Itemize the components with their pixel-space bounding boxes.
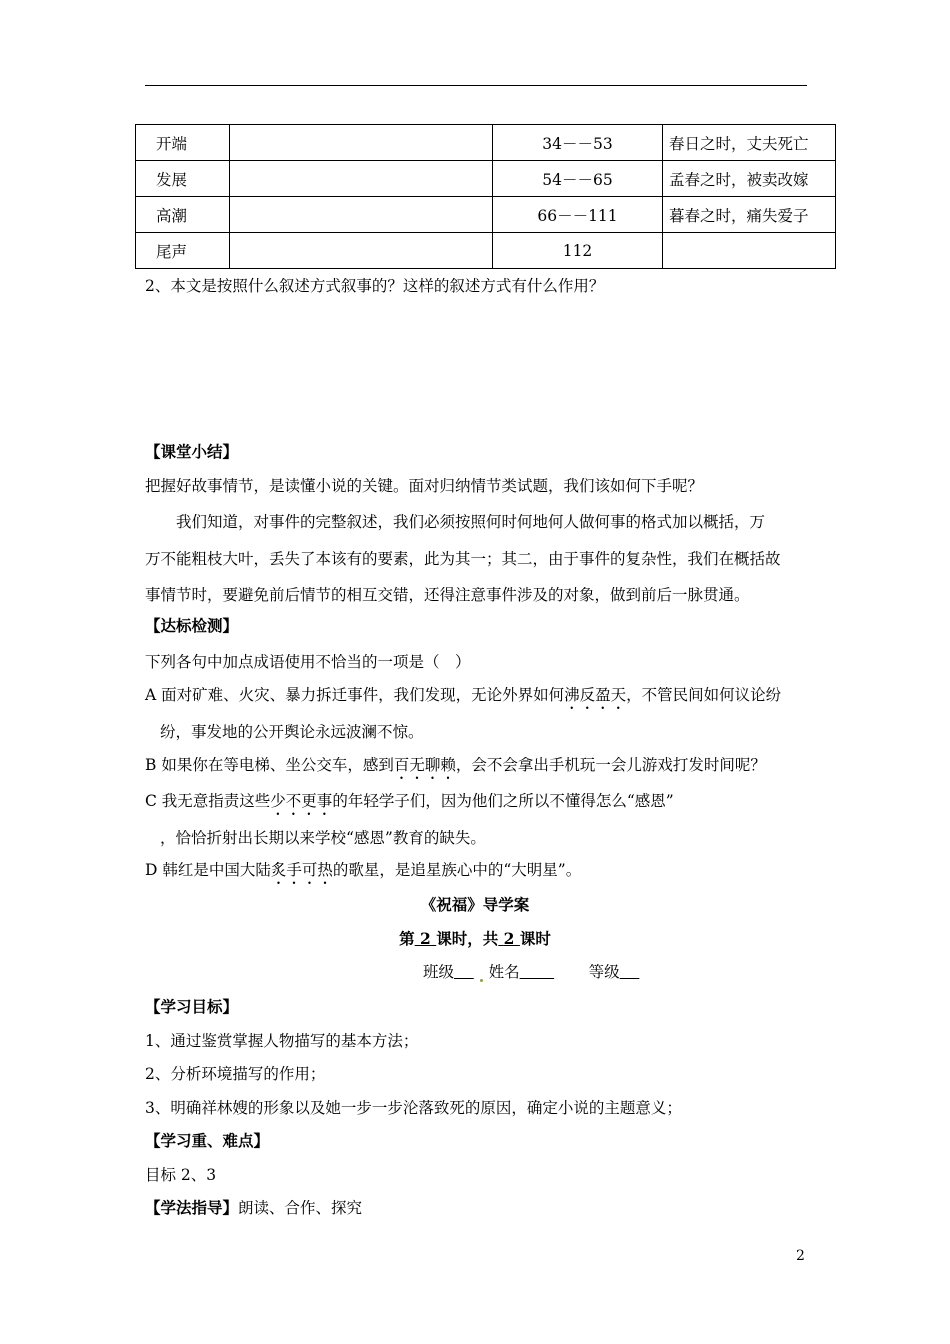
- goals-heading: 【学习目标】: [145, 997, 239, 1016]
- period-suffix: 课时: [519, 929, 551, 948]
- summary-cell: [230, 197, 493, 233]
- paragraphs-cell: 66－－111: [493, 197, 663, 233]
- period-prefix: 第: [399, 929, 415, 948]
- time-cell: 春日之时，丈夫死亡: [663, 125, 836, 161]
- option-b-text-after: ，会不会拿出手机玩一会儿游戏打发时间呢？: [455, 756, 766, 774]
- grade-label: 等级: [588, 963, 620, 981]
- period-number-value: 2: [420, 929, 431, 948]
- stage-cell: 开端: [136, 125, 230, 161]
- method-line: [145, 1196, 362, 1218]
- test-heading: 【达标检测】: [145, 616, 239, 635]
- summary-line-2: 我们知道，对事件的完整叙述，我们必须按照何时何地何人做何事的格式加以概括，万: [145, 513, 766, 531]
- option-a-idiom: 沸反盈天: [564, 686, 627, 704]
- option-a-text-after: ，不管民间如何议论纷: [626, 686, 782, 704]
- option-d-text-after: 的歌星，是追星族心中的“大明星”。: [332, 861, 582, 879]
- option-d-text-before: D 韩红是中国大陆: [145, 861, 271, 879]
- method-heading: 【学法指导】: [145, 1198, 239, 1217]
- table-row: [136, 125, 836, 161]
- goal-item-3: 3、明确祥林嫂的形象以及她一步一步沦落致死的原因，确定小说的主题意义；: [145, 1099, 682, 1117]
- option-b: [145, 753, 766, 783]
- period-number: [415, 929, 437, 948]
- period-total-value: 2: [503, 929, 515, 948]
- paragraphs-cell: 112: [493, 233, 663, 269]
- dot-mark: [480, 979, 483, 982]
- option-a-line-2: 纷，事发地的公开舆论永远波澜不惊。: [160, 723, 424, 741]
- lesson-period: [0, 927, 950, 949]
- option-a-line-1: [145, 683, 781, 713]
- option-c-text-after: 的年轻学子们，因为他们之所以不懂得怎么“感恩”: [332, 792, 674, 810]
- class-label: 班级: [423, 963, 455, 981]
- option-b-text-before: B 如果你在等电梯、坐公交车，感到: [145, 756, 394, 774]
- stage-cell: 发展: [136, 161, 230, 197]
- paragraphs-cell: 34－－53: [493, 125, 663, 161]
- option-d-idiom: 炙手可热: [270, 861, 333, 879]
- summary-cell: [230, 125, 493, 161]
- option-c-text-before: C 我无意指责这些: [145, 792, 271, 810]
- time-cell: 孟春之时，被卖改嫁: [663, 161, 836, 197]
- key-points-heading: 【学习重、难点】: [145, 1131, 270, 1150]
- goal-item-1: 1、通过鉴赏掌握人物描写的基本方法；: [145, 1032, 419, 1050]
- method-text: 朗读、合作、探究: [238, 1199, 363, 1217]
- stage-cell: 高潮: [136, 197, 230, 233]
- option-b-idiom: 百无聊赖: [393, 756, 456, 774]
- option-c-line-2: ，恰恰折射出长期以来学校“感恩”教育的缺失。: [160, 829, 486, 847]
- class-blank[interactable]: [454, 963, 474, 981]
- table-row: [136, 233, 836, 269]
- name-label: 姓名: [488, 963, 520, 981]
- table-row: [136, 161, 836, 197]
- stage-cell: 尾声: [136, 233, 230, 269]
- summary-line-4: 事情节时，要避免前后情节的相互交错，还得注意事件涉及的对象，做到前后一脉贯通。: [145, 586, 750, 604]
- time-cell: 暮春之时，痛失爱子: [663, 197, 836, 233]
- period-total: [498, 929, 520, 948]
- paragraphs-cell: 54－－65: [493, 161, 663, 197]
- page-number: 2: [796, 1248, 805, 1264]
- goal-item-2: 2、分析环境描写的作用；: [145, 1065, 326, 1083]
- summary-cell: [230, 233, 493, 269]
- time-cell: [663, 233, 836, 269]
- lesson-title: 《祝福》导学案: [420, 895, 530, 914]
- summary-line-1: 把握好故事情节，是读懂小说的关键。面对归纳情节类试题，我们该如何下手呢？: [145, 477, 704, 495]
- grade-blank[interactable]: [620, 963, 640, 981]
- summary-cell: [230, 161, 493, 197]
- summary-line-3: 万不能粗枝大叶，丢失了本该有的要素，此为其一；其二，由于事件的复杂性，我们在概括故: [145, 550, 781, 568]
- key-points-text: 目标 2、3: [145, 1166, 217, 1184]
- name-blank[interactable]: [520, 963, 555, 981]
- header-rule: [145, 85, 807, 86]
- plot-structure-table: [135, 124, 836, 269]
- option-a-text-before: A 面对矿难、火灾、暴力拆迁事件，我们发现，无论外界如何: [145, 686, 565, 704]
- period-middle: 课时，共: [436, 929, 499, 948]
- question-2: 2、本文是按照什么叙述方式叙事的？这样的叙述方式有什么作用？: [145, 277, 605, 295]
- option-c-idiom: 少不更事: [270, 792, 333, 810]
- table-row: [136, 197, 836, 233]
- test-question: 下列各句中加点成语使用不恰当的一项是（ ）: [145, 653, 471, 671]
- student-info: [423, 960, 639, 982]
- option-c-line-1: [145, 789, 674, 819]
- option-d: [145, 858, 581, 888]
- summary-heading: 【课堂小结】: [145, 442, 239, 461]
